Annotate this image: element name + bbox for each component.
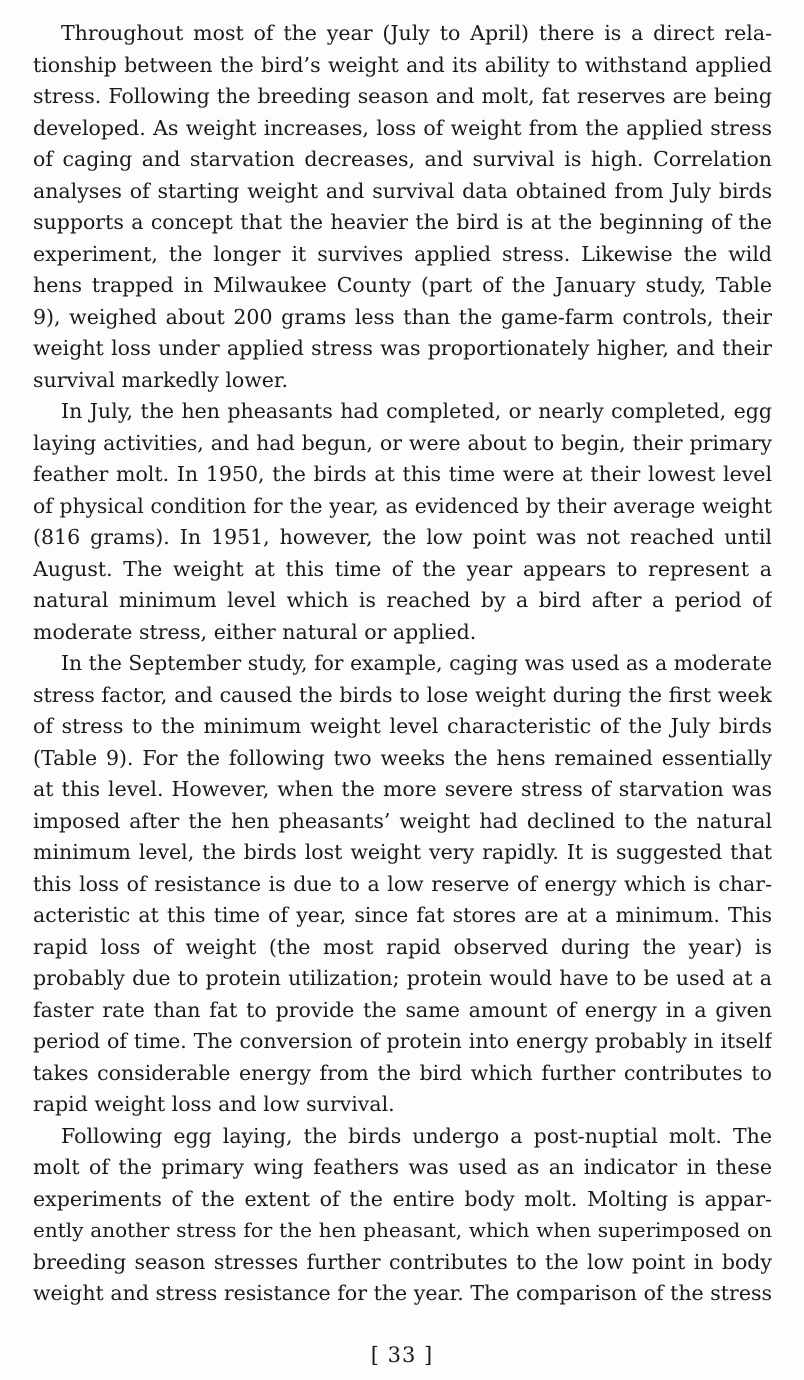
paragraph — [33, 18, 772, 396]
text-line: (816 grams). In 1951, however, the low point was not reached until — [33, 525, 772, 549]
text-line: weight and stress resistance for the year. The comparison of the stress — [33, 1281, 772, 1305]
text-line: rapid loss of weight (the most rapid observed during the year) is — [33, 934, 772, 959]
text-line: acteristic at this time of year, since fat stores are at a minimum. This — [33, 903, 772, 927]
text-line: takes considerable energy from the bird which further contributes to — [33, 1060, 772, 1085]
text-line: feather molt. In 1950, the birds at this time were at their lowest level — [33, 462, 772, 486]
text-line: of physical condition for the year, as evidenced by their average weight — [33, 493, 772, 518]
text-line: weight loss under applied stress was proportionately higher, and their — [33, 336, 772, 360]
text-line: stress. Following the breeding season and molt, fat reserves are being — [33, 84, 772, 108]
text-line: experiment, the longer it survives applied stress. Likewise the wild — [33, 241, 772, 266]
text-line: at this level. However, when the more severe stress of starvation was — [33, 777, 772, 801]
text-line: 9), weighed about 200 grams less than the game-farm controls, their — [33, 304, 772, 329]
text-line: stress factor, and caused the birds to lose weight during the first week — [33, 682, 772, 707]
text-line: breeding season stresses further contributes to the low point in body — [33, 1249, 772, 1274]
text-line: analyses of starting weight and survival data obtained from July birds — [33, 178, 772, 203]
paragraph — [33, 396, 772, 648]
body-text — [33, 18, 772, 1310]
text-line: probably due to protein utilization; protein would have to be used at a — [33, 966, 772, 990]
text-line: (Table 9). For the following two weeks the hens remained essentially — [33, 745, 772, 770]
paragraph — [33, 1121, 772, 1310]
text-line: period of time. The conversion of protein into energy probably in itself — [33, 1029, 772, 1053]
text-line: rapid weight loss and low survival. — [33, 1092, 395, 1116]
text-line: experiments of the extent of the entire body molt. Molting is appar- — [33, 1186, 772, 1211]
text-line: this loss of resistance is due to a low reserve of energy which is char- — [33, 871, 772, 896]
text-line: natural minimum level which is reached by a bird after a period of — [33, 588, 772, 612]
text-line: of stress to the minimum weight level characteristic of the July birds — [33, 714, 772, 738]
text-line: Following egg laying, the birds undergo a post-nuptial molt. The — [61, 1123, 772, 1148]
text-line: survival markedly lower. — [33, 367, 288, 392]
text-line: moderate stress, either natural or applied. — [33, 619, 477, 644]
text-line: imposed after the hen pheasants’ weight had declined to the natural — [33, 808, 772, 833]
text-line: molt of the primary wing feathers was used as an indicator in these — [33, 1155, 772, 1179]
text-line: minimum level, the birds lost weight very rapidly. It is suggested that — [33, 840, 772, 864]
text-line: developed. As weight increases, loss of weight from the applied stress — [33, 115, 772, 140]
text-line: faster rate than fat to provide the same amount of energy in a given — [33, 997, 772, 1022]
page-number: [ 33 ] — [370, 1343, 434, 1367]
text-line: of caging and starvation decreases, and survival is high. Correlation — [33, 147, 772, 171]
text-line: tionship between the bird’s weight and its ability to withstand applied — [33, 52, 772, 77]
text-line: hens trapped in Milwaukee County (part of the January study, Table — [33, 273, 772, 297]
text-line: supports a concept that the heavier the bird is at the beginning of the — [33, 210, 772, 234]
text-line: In the September study, for example, caging was used as a moderate — [61, 651, 772, 675]
text-line: laying activities, and had begun, or were about to begin, their primary — [33, 430, 772, 455]
text-line: ently another stress for the hen pheasant, which when superimposed on — [33, 1218, 772, 1242]
text-line: August. The weight at this time of the year appears to represent a — [33, 556, 772, 581]
text-line: In July, the hen pheasants had completed, or nearly completed, egg — [61, 399, 772, 423]
paragraph — [33, 648, 772, 1121]
text-line: Throughout most of the year (July to April) there is a direct rela- — [61, 21, 772, 45]
